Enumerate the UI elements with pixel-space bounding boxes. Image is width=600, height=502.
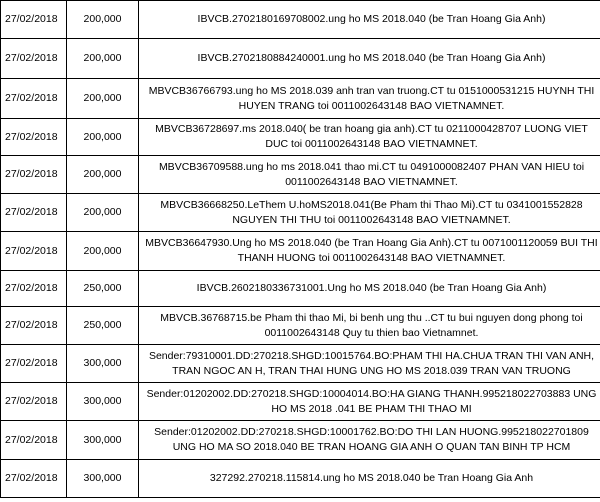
date-cell: 27/02/2018 [1, 79, 67, 119]
date-cell: 27/02/2018 [1, 383, 67, 421]
amount-cell: 200,000 [67, 79, 139, 119]
description-cell: 327292.270218.115814.ung ho MS 2018.040 be Tran Hoang Gia Anh [139, 460, 600, 498]
description-cell: MBVCB36647930.Ung ho MS 2018.040 (be Tran Hoang Gia Anh).CT tu 0071001120059 BUI THI THANH HUONG toi 0011002643148 BAO VIETNAMNET. [139, 232, 600, 271]
date-cell: 27/02/2018 [1, 119, 67, 156]
amount-cell: 200,000 [67, 119, 139, 156]
amount-cell: 300,000 [67, 421, 139, 460]
amount-cell: 200,000 [67, 194, 139, 232]
table-row [1, 79, 600, 119]
amount-cell: 200,000 [67, 1, 139, 39]
description-cell: MBVCB36766793.ung ho MS 2018.039 anh tran van truong.CT tu 0151000531215 HUYNH THI HUYEN TRANG toi 0011002643148 BAO VIETNAMNET. [139, 79, 600, 119]
description-cell: MBVCB36709588.ung ho ms 2018.041 thao mi.CT tu 0491000082407 PHAN VAN HIEU toi 0011002643148 BAO VIETNAMNET. [139, 156, 600, 194]
amount-cell: 300,000 [67, 345, 139, 383]
description-cell: IBVCB.2702180884240001.ung ho MS 2018.040 (be Tran Hoang Gia Anh) [139, 39, 600, 79]
amount-cell: 200,000 [67, 156, 139, 194]
date-cell: 27/02/2018 [1, 156, 67, 194]
table-row [1, 383, 600, 421]
amount-cell: 250,000 [67, 307, 139, 345]
table-row [1, 39, 600, 79]
date-cell: 27/02/2018 [1, 39, 67, 79]
date-cell: 27/02/2018 [1, 307, 67, 345]
description-cell: IBVCB.2602180336731001.Ung ho MS 2018.040 (be Tran Hoang Gia Anh) [139, 271, 600, 307]
table-row [1, 194, 600, 232]
date-cell: 27/02/2018 [1, 345, 67, 383]
description-cell: Sender:79310001.DD:270218.SHGD:10015764.BO:PHAM THI HA.CHUA TRAN THI VAN ANH, TRAN NGOC AN H, TRAN THAI HUNG UNG HO MS 2018.039 TRAN VAN TRUONG [139, 345, 600, 383]
date-cell: 27/02/2018 [1, 421, 67, 460]
table-row [1, 421, 600, 460]
description-cell: MBVCB.36768715.be Pham thi thao Mi, bi benh ung thu ..CT tu bui nguyen dong phong toi 0011002643148 Quy tu thien bao Vietnamnet. [139, 307, 600, 345]
table-row [1, 232, 600, 271]
description-cell: MBVCB36728697.ms 2018.040( be tran hoang gia anh).CT tu 0211000428707 LUONG VIET DUC toi 0011002643148 BAO VIETNAMNET. [139, 119, 600, 156]
description-cell: IBVCB.2702180169708002.ung ho MS 2018.040 (be Tran Hoang Gia Anh) [139, 1, 600, 39]
date-cell: 27/02/2018 [1, 1, 67, 39]
description-cell: Sender:01202002.DD:270218.SHGD:10001762.BO:DO THI LAN HUONG.995218022701809 UNG HO MA SO 2018.040 BE TRAN HOANG GIA ANH O QUAN TAN BINH TP HCM [139, 421, 600, 460]
date-cell: 27/02/2018 [1, 460, 67, 498]
table-row [1, 307, 600, 345]
amount-cell: 200,000 [67, 39, 139, 79]
amount-cell: 300,000 [67, 383, 139, 421]
table-row [1, 345, 600, 383]
table-row [1, 1, 600, 39]
description-cell: MBVCB36668250.LeThem U.hoMS2018.041(Be Pham thi Thao Mi).CT tu 0341001552828 NGUYEN THI THU toi 0011002643148 BAO VIETNAMNET. [139, 194, 600, 232]
amount-cell: 250,000 [67, 271, 139, 307]
table-row [1, 460, 600, 498]
description-cell: Sender:01202002.DD:270218.SHGD:10004014.BO:HA GIANG THANH.995218022703883 UNG HO MS 2018 .041 BE PHAM THI THAO MI [139, 383, 600, 421]
date-cell: 27/02/2018 [1, 232, 67, 271]
amount-cell: 200,000 [67, 232, 139, 271]
amount-cell: 300,000 [67, 460, 139, 498]
date-cell: 27/02/2018 [1, 271, 67, 307]
date-cell: 27/02/2018 [1, 194, 67, 232]
table-row [1, 156, 600, 194]
table-row [1, 271, 600, 307]
table-row [1, 119, 600, 156]
